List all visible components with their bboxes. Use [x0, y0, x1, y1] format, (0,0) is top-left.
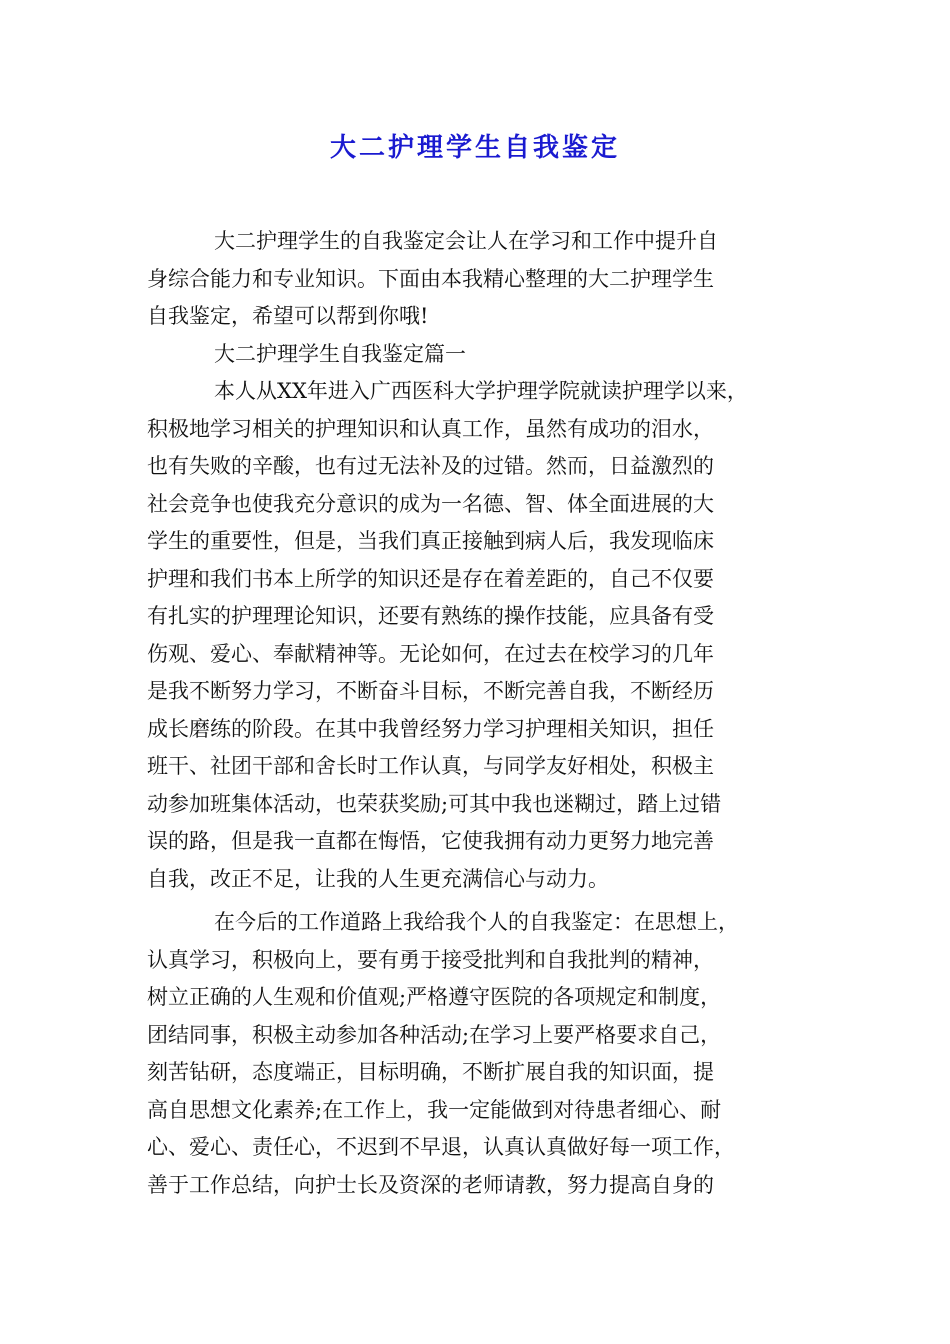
- text-line: 本人从XX年进入广西医科大学护理学院就读护理学以来，: [214, 379, 748, 403]
- text-line: 动参加班集体活动，也荣获奖励;可其中我也迷糊过，踏上过错: [147, 791, 722, 816]
- text-line: 大二护理学生的自我鉴定会让人在学习和工作中提升自: [214, 229, 718, 253]
- text-line: 班干、社团干部和舍长时工作认真，与同学友好相处，积极主: [147, 754, 714, 778]
- text-line: 身综合能力和专业知识。下面由本我精心整理的大二护理学生: [147, 266, 714, 291]
- text-line: 心、爱心、责任心，不迟到不早退，认真认真做好每一项工作，: [147, 1135, 735, 1159]
- text-line: 高自思想文化素养;在工作上，我一定能做到对待患者细心、耐: [147, 1097, 722, 1122]
- text-line: 也有失败的辛酸，也有过无法补及的过错。然而，日益激烈的: [147, 454, 714, 478]
- text-line: 成长磨练的阶段。在其中我曾经努力学习护理相关知识，担任: [147, 716, 714, 741]
- document-title: 大二护理学生自我鉴定: [329, 133, 620, 163]
- text-line: 是我不断努力学习，不断奋斗目标，不断完善自我，不断经历: [147, 679, 714, 703]
- text-line: 善于工作总结，向护士长及资深的老师请教，努力提高自身的: [147, 1172, 714, 1197]
- text-line: 学生的重要性，但是，当我们真正接触到病人后，我发现临床: [147, 529, 714, 553]
- text-line: 团结同事，积极主动参加各种活动;在学习上要严格要求自己，: [147, 1022, 722, 1047]
- text-line: 自我，改正不足，让我的人生更充满信心与动力。: [147, 866, 609, 891]
- text-line: 自我鉴定，希望可以帮到你哦!: [147, 304, 429, 328]
- text-line: 伤观、爱心、奉献精神等。无论如何，在过去在校学习的几年: [147, 641, 714, 666]
- text-line: 树立正确的人生观和价值观;严格遵守医院的各项规定和制度，: [147, 985, 722, 1009]
- text-line: 社会竞争也使我充分意识的成为一名德、智、体全面进展的大: [147, 491, 714, 516]
- text-line: 认真学习，积极向上，要有勇于接受批判和自我批判的精神，: [147, 947, 714, 972]
- text-line: 刻苦钻研，态度端正，目标明确，不断扩展自我的知识面，提: [147, 1060, 714, 1084]
- text-line: 在今后的工作道路上我给我个人的自我鉴定：在思想上，: [214, 910, 739, 934]
- text-line: 积极地学习相关的护理知识和认真工作，虽然有成功的泪水，: [147, 416, 714, 441]
- text-line: 误的路，但是我一直都在悔悟，它使我拥有动力更努力地完善: [147, 829, 714, 853]
- text-line: 有扎实的护理理论知识，还要有熟练的操作技能，应具备有受: [147, 604, 714, 628]
- text-line: 大二护理学生自我鉴定篇一: [214, 341, 466, 366]
- text-line: 护理和我们书本上所学的知识还是存在着差距的，自己不仅要: [147, 566, 714, 591]
- document-body: [147, 223, 812, 1204]
